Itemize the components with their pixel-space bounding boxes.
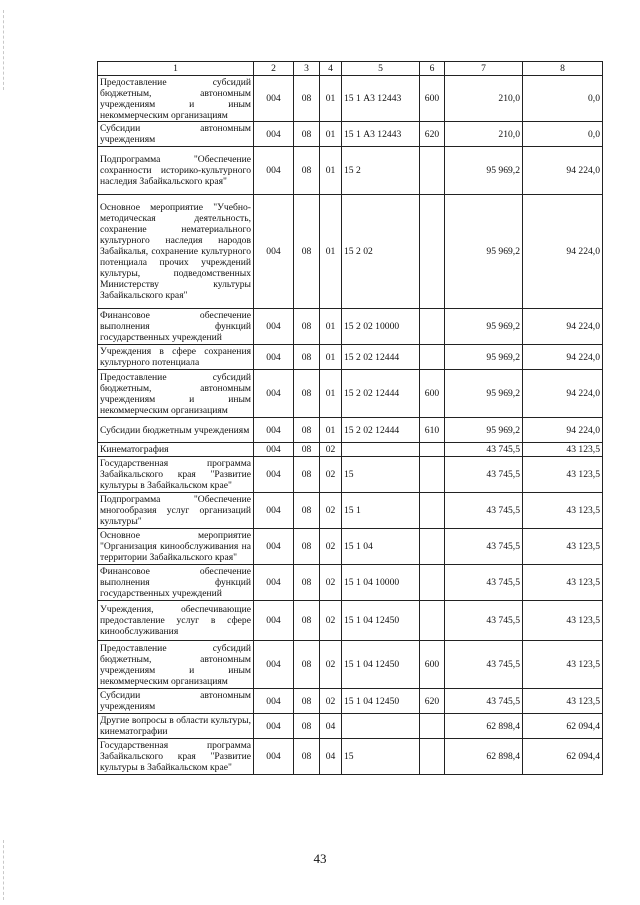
amount-col8: 43 123,5 <box>523 493 603 529</box>
ministry-code: 004 <box>254 714 294 739</box>
section-code: 08 <box>294 122 320 147</box>
expense-type-code <box>420 443 445 457</box>
section-code: 08 <box>294 309 320 345</box>
table-row <box>98 714 603 739</box>
amount-col7: 43 745,5 <box>445 457 523 493</box>
row-name: Другие вопросы в области культуры, кинематографии <box>98 714 254 739</box>
subsection-code: 04 <box>320 714 342 739</box>
column-header: 6 <box>420 62 445 76</box>
subsection-code: 01 <box>320 418 342 443</box>
table-body <box>98 76 603 775</box>
amount-col7: 62 898,4 <box>445 739 523 775</box>
section-code: 08 <box>294 714 320 739</box>
ministry-code: 004 <box>254 529 294 565</box>
amount-col8: 43 123,5 <box>523 601 603 641</box>
target-article-code: 15 1 А3 12443 <box>342 122 420 147</box>
amount-col7: 43 745,5 <box>445 493 523 529</box>
table-row <box>98 457 603 493</box>
ministry-code: 004 <box>254 345 294 370</box>
amount-col7: 95 969,2 <box>445 195 523 309</box>
subsection-code: 01 <box>320 309 342 345</box>
target-article-code: 15 1 А3 12443 <box>342 76 420 122</box>
amount-col7: 95 969,2 <box>445 345 523 370</box>
amount-col7: 43 745,5 <box>445 443 523 457</box>
table-row <box>98 370 603 418</box>
section-code: 08 <box>294 345 320 370</box>
amount-col8: 43 123,5 <box>523 689 603 714</box>
expense-type-code <box>420 493 445 529</box>
ministry-code: 004 <box>254 147 294 195</box>
amount-col8: 94 224,0 <box>523 370 603 418</box>
expense-type-code <box>420 345 445 370</box>
expense-type-code: 620 <box>420 122 445 147</box>
row-name: Субсидии автономным учреждениям <box>98 689 254 714</box>
column-header: 3 <box>294 62 320 76</box>
ministry-code: 004 <box>254 565 294 601</box>
expense-type-code <box>420 601 445 641</box>
page-number: 43 <box>313 851 327 866</box>
row-name: Основное мероприятие "Организация кинообслуживания на территории Забайкальского края" <box>98 529 254 565</box>
row-name: Учреждения в сфере сохранения культурного потенциала <box>98 345 254 370</box>
column-header: 7 <box>445 62 523 76</box>
column-header: 5 <box>342 62 420 76</box>
section-code: 08 <box>294 443 320 457</box>
amount-col8: 43 123,5 <box>523 641 603 689</box>
target-article-code: 15 1 04 10000 <box>342 565 420 601</box>
table-row <box>98 601 603 641</box>
ministry-code: 004 <box>254 493 294 529</box>
subsection-code: 02 <box>320 641 342 689</box>
column-header: 2 <box>254 62 294 76</box>
expense-type-code: 600 <box>420 76 445 122</box>
ministry-code: 004 <box>254 122 294 147</box>
expense-type-code <box>420 565 445 601</box>
amount-col8: 43 123,5 <box>523 457 603 493</box>
row-name: Государственная программа Забайкальского края "Развитие культуры в Забайкальском крае" <box>98 457 254 493</box>
target-article-code: 15 <box>342 739 420 775</box>
amount-col8: 94 224,0 <box>523 309 603 345</box>
ministry-code: 004 <box>254 370 294 418</box>
row-name: Финансовое обеспечение выполнения функций государственных учреждений <box>98 309 254 345</box>
row-name: Подпрограмма "Обеспечение многообразия услуг организаций культуры" <box>98 493 254 529</box>
target-article-code: 15 1 04 12450 <box>342 641 420 689</box>
ministry-code: 004 <box>254 76 294 122</box>
amount-col7: 62 898,4 <box>445 714 523 739</box>
table-row <box>98 739 603 775</box>
ministry-code: 004 <box>254 689 294 714</box>
subsection-code: 01 <box>320 195 342 309</box>
subsection-code: 01 <box>320 76 342 122</box>
target-article-code: 15 2 02 10000 <box>342 309 420 345</box>
amount-col7: 210,0 <box>445 122 523 147</box>
ministry-code: 004 <box>254 195 294 309</box>
table-row <box>98 493 603 529</box>
section-code: 08 <box>294 147 320 195</box>
table-row <box>98 147 603 195</box>
table-row <box>98 641 603 689</box>
row-name: Подпрограмма "Обеспечение сохранности историко-культурного наследия Забайкальского края" <box>98 147 254 195</box>
table-row <box>98 309 603 345</box>
amount-col7: 43 745,5 <box>445 565 523 601</box>
expense-type-code: 620 <box>420 689 445 714</box>
amount-col8: 94 224,0 <box>523 345 603 370</box>
table-row <box>98 689 603 714</box>
expense-type-code <box>420 529 445 565</box>
section-code: 08 <box>294 418 320 443</box>
section-code: 08 <box>294 76 320 122</box>
amount-col8: 94 224,0 <box>523 418 603 443</box>
amount-col8: 43 123,5 <box>523 565 603 601</box>
subsection-code: 01 <box>320 147 342 195</box>
table-row <box>98 76 603 122</box>
ministry-code: 004 <box>254 457 294 493</box>
subsection-code: 02 <box>320 457 342 493</box>
expense-type-code: 600 <box>420 641 445 689</box>
expense-type-code: 600 <box>420 370 445 418</box>
scan-margin-mark <box>3 840 5 900</box>
target-article-code <box>342 714 420 739</box>
section-code: 08 <box>294 739 320 775</box>
amount-col7: 95 969,2 <box>445 370 523 418</box>
table-row <box>98 565 603 601</box>
expense-type-code <box>420 457 445 493</box>
target-article-code: 15 2 02 <box>342 195 420 309</box>
ministry-code: 004 <box>254 641 294 689</box>
subsection-code: 02 <box>320 493 342 529</box>
ministry-code: 004 <box>254 418 294 443</box>
target-article-code: 15 1 04 12450 <box>342 601 420 641</box>
row-name: Предоставление субсидий бюджетным, автономным учреждениям и иным некоммерческим организациям <box>98 76 254 122</box>
subsection-code: 01 <box>320 122 342 147</box>
target-article-code <box>342 443 420 457</box>
section-code: 08 <box>294 457 320 493</box>
subsection-code: 04 <box>320 739 342 775</box>
subsection-code: 02 <box>320 601 342 641</box>
expense-type-code <box>420 309 445 345</box>
table-row <box>98 195 603 309</box>
scan-margin-mark <box>3 10 5 90</box>
table-row <box>98 418 603 443</box>
amount-col7: 43 745,5 <box>445 601 523 641</box>
amount-col7: 95 969,2 <box>445 309 523 345</box>
header-row <box>98 62 603 76</box>
section-code: 08 <box>294 689 320 714</box>
target-article-code: 15 2 02 12444 <box>342 418 420 443</box>
amount-col8: 0,0 <box>523 76 603 122</box>
amount-col8: 62 094,4 <box>523 714 603 739</box>
column-header: 4 <box>320 62 342 76</box>
table-row <box>98 443 603 457</box>
amount-col8: 94 224,0 <box>523 195 603 309</box>
subsection-code: 02 <box>320 565 342 601</box>
table-row <box>98 122 603 147</box>
row-name: Субсидии бюджетным учреждениям <box>98 418 254 443</box>
column-header: 1 <box>98 62 254 76</box>
section-code: 08 <box>294 641 320 689</box>
target-article-code: 15 2 02 12444 <box>342 370 420 418</box>
section-code: 08 <box>294 601 320 641</box>
amount-col8: 43 123,5 <box>523 529 603 565</box>
section-code: 08 <box>294 565 320 601</box>
target-article-code: 15 2 02 12444 <box>342 345 420 370</box>
ministry-code: 004 <box>254 309 294 345</box>
ministry-code: 004 <box>254 739 294 775</box>
row-name: Предоставление субсидий бюджетным, автономным учреждениям и иным некоммерческим организациям <box>98 641 254 689</box>
row-name: Субсидии автономным учреждениям <box>98 122 254 147</box>
amount-col7: 43 745,5 <box>445 529 523 565</box>
ministry-code: 004 <box>254 443 294 457</box>
row-name: Предоставление субсидий бюджетным, автономным учреждениям и иным некоммерческим организациям <box>98 370 254 418</box>
amount-col8: 0,0 <box>523 122 603 147</box>
amount-col8: 94 224,0 <box>523 147 603 195</box>
section-code: 08 <box>294 195 320 309</box>
expense-type-code <box>420 147 445 195</box>
target-article-code: 15 1 04 12450 <box>342 689 420 714</box>
subsection-code: 02 <box>320 689 342 714</box>
subsection-code: 02 <box>320 529 342 565</box>
target-article-code: 15 2 <box>342 147 420 195</box>
row-name: Финансовое обеспечение выполнения функций государственных учреждений <box>98 565 254 601</box>
row-name: Государственная программа Забайкальского края "Развитие культуры в Забайкальском крае" <box>98 739 254 775</box>
target-article-code: 15 1 04 <box>342 529 420 565</box>
amount-col8: 43 123,5 <box>523 443 603 457</box>
section-code: 08 <box>294 370 320 418</box>
amount-col7: 210,0 <box>445 76 523 122</box>
amount-col8: 62 094,4 <box>523 739 603 775</box>
section-code: 08 <box>294 529 320 565</box>
amount-col7: 95 969,2 <box>445 418 523 443</box>
ministry-code: 004 <box>254 601 294 641</box>
expense-type-code: 610 <box>420 418 445 443</box>
target-article-code: 15 1 <box>342 493 420 529</box>
amount-col7: 43 745,5 <box>445 641 523 689</box>
table-row <box>98 345 603 370</box>
table-row <box>98 529 603 565</box>
budget-table <box>97 61 603 775</box>
target-article-code: 15 <box>342 457 420 493</box>
expense-type-code <box>420 195 445 309</box>
row-name: Учреждения, обеспечивающие предоставление услуг в сфере кинообслуживания <box>98 601 254 641</box>
expense-type-code <box>420 739 445 775</box>
subsection-code: 01 <box>320 370 342 418</box>
subsection-code: 01 <box>320 345 342 370</box>
expense-type-code <box>420 714 445 739</box>
amount-col7: 95 969,2 <box>445 147 523 195</box>
amount-col7: 43 745,5 <box>445 689 523 714</box>
row-name: Кинематография <box>98 443 254 457</box>
row-name: Основное мероприятие "Учебно-методическая деятельность, сохранение нематериального культурного наследия народов Забайкалья, сохранение культурного потенциала прочих учреждений культуры, подведомственных Министерству культуры Забайкальского края" <box>98 195 254 309</box>
column-header: 8 <box>523 62 603 76</box>
section-code: 08 <box>294 493 320 529</box>
subsection-code: 02 <box>320 443 342 457</box>
